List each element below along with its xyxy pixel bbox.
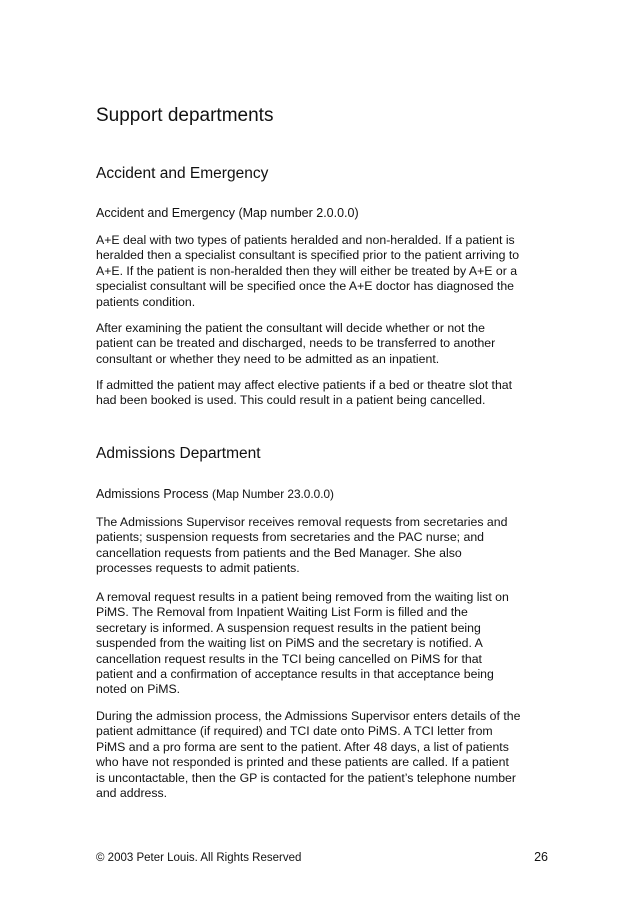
text-line: and address. <box>96 786 168 801</box>
text-line: patient and a confirmation of acceptance results in that acceptance being <box>96 667 494 682</box>
text-line: processes requests to admit patients. <box>96 561 300 576</box>
page-number: 26 <box>534 850 548 864</box>
text-line: cancellation requests from patients and the Bed Manager. She also <box>96 545 462 560</box>
text-line: PiMS and a pro forma are sent to the patient. After 48 days, a list of patients <box>96 739 509 754</box>
text-line: A+E deal with two types of patients heralded and non-heralded. If a patient is <box>96 233 515 247</box>
text-line: suspended from the waiting list on PiMS and the secretary is notified. A <box>96 636 483 651</box>
admissions-paragraph-1 <box>96 515 548 577</box>
section-title-accident-emergency: Accident and Emergency <box>96 165 269 182</box>
text-line: patient can be treated and discharged, needs to be transferred to another <box>96 336 496 351</box>
text-line: After examining the patient the consultant will decide whether or not the <box>96 321 485 335</box>
text-line: specialist consultant will be specified once the A+E doctor has diagnosed the <box>96 279 515 294</box>
text-line: During the admission process, the Admissions Supervisor enters details of the <box>96 709 521 723</box>
ae-paragraph-3 <box>96 378 548 409</box>
text-line: is uncontactable, then the GP is contacted for the patient’s telephone number <box>96 770 516 785</box>
footer-copyright: © 2003 Peter Louis. All Rights Reserved <box>96 852 302 864</box>
subsection-title-ae-map: Accident and Emergency (Map number 2.0.0.0) <box>96 206 359 220</box>
text-line: patient admittance (if required) and TCI date onto PiMS. A TCI letter from <box>96 724 493 739</box>
section-title-admissions: Admissions Department <box>96 445 261 462</box>
text-line: A removal request results in a patient being removed from the waiting list on <box>96 590 509 604</box>
ae-paragraph-2 <box>96 321 548 367</box>
text-line: heralded then a specialist consultant is specified prior to the patient arriving to <box>96 248 520 263</box>
admissions-paragraph-2 <box>96 590 548 698</box>
text-line: A+E. If the patient is non-heralded then they will either be treated by A+E or a <box>96 263 518 278</box>
ae-paragraph-1 <box>96 233 548 310</box>
text-line: who have not responded is printed and these patients are called. If a patient <box>96 755 509 770</box>
text-line: consultant or whether they need to be admitted as an inpatient. <box>96 351 440 366</box>
page-heading: Support departments <box>96 105 274 126</box>
text-line: If admitted the patient may affect elective patients if a bed or theatre slot that <box>96 378 513 392</box>
text-line: patients; suspension requests from secretaries and the PAC nurse; and <box>96 530 485 545</box>
text-line: The Admissions Supervisor receives removal requests from secretaries and <box>96 515 508 529</box>
text-line: cancellation request results in the TCI being cancelled on PiMS for that <box>96 651 482 666</box>
text-line: had been booked is used. This could result in a patient being cancelled. <box>96 393 486 408</box>
text-line: PiMS. The Removal from Inpatient Waiting List Form is filled and the <box>96 605 468 620</box>
text-line: patients condition. <box>96 294 196 309</box>
subsection-title-main: Admissions Process <box>96 487 213 501</box>
admissions-paragraph-3 <box>96 709 548 801</box>
subsection-title-admissions-process <box>96 486 334 502</box>
text-line: noted on PiMS. <box>96 682 181 697</box>
subsection-title-map: (Map Number 23.0.0.0) <box>212 487 334 501</box>
text-line: secretary is informed. A suspension request results in the patient being <box>96 620 481 635</box>
